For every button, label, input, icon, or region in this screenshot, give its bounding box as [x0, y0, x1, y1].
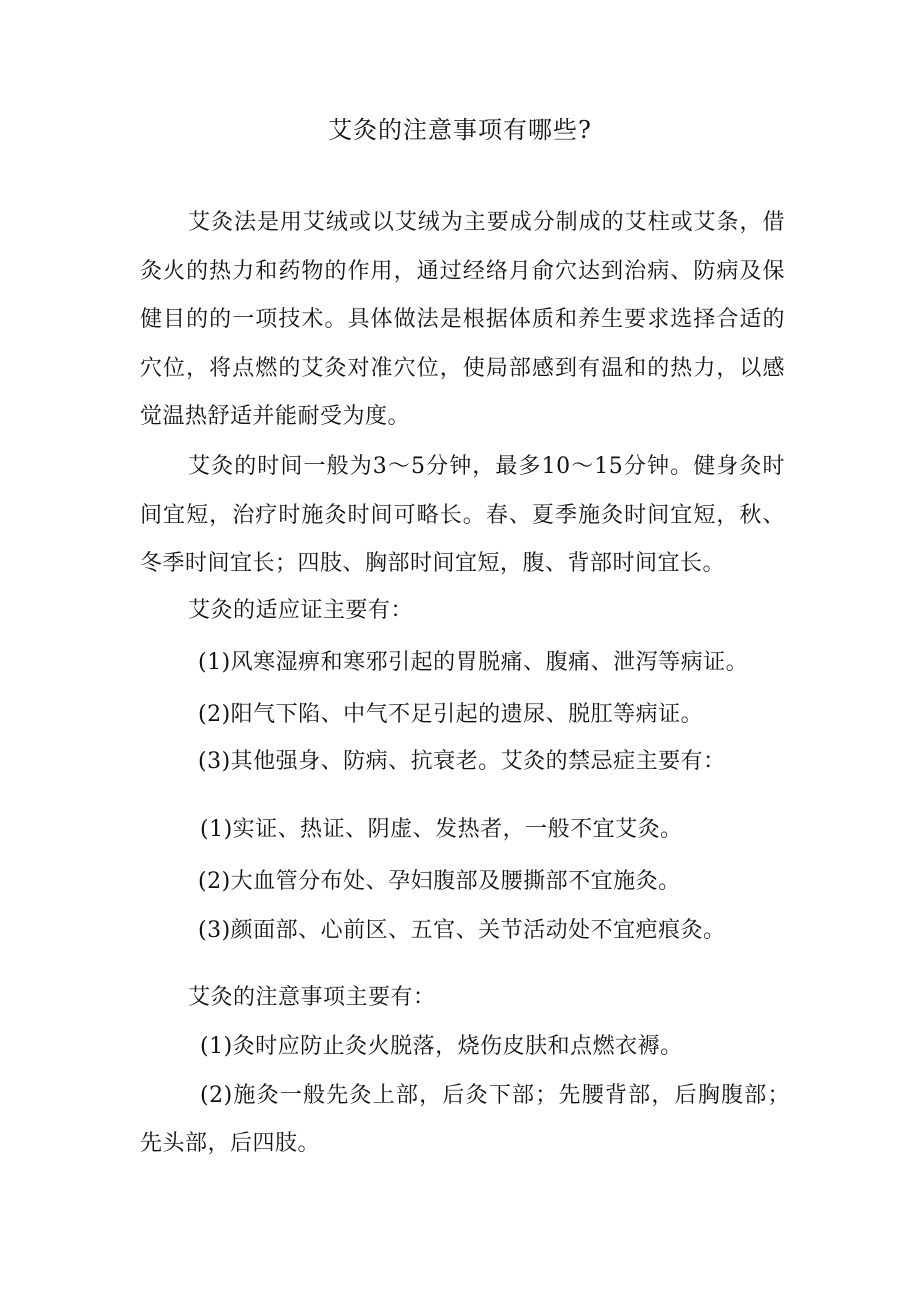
contraindication-item: (2)大血管分布处、孕妇腹部及腰撕部不宜施灸。: [198, 869, 681, 894]
indication-item: (3)其他强身、防病、抗衰老。艾灸的禁忌症主要有：: [198, 749, 726, 774]
precautions-heading: 艾灸的注意事项主要有：: [188, 985, 436, 1010]
document-title: 艾灸的注意事项有哪些?: [328, 116, 592, 144]
paragraph-intro: 艾灸法是用艾绒或以艾绒为主要成分制成的艾柱或艾条，借灸火的热力和药物的作用，通过经络月俞穴达到治病、防病及保健目的的一项技术。具体做法是根据体质和养生要求选择合适的穴位，将点燃的艾灸对准穴位，使局部感到有温和的热力，以感觉温热舒适并能耐受为度。: [140, 210, 785, 429]
indication-item: (2)阳气下陷、中气不足引起的遗尿、脱肛等病证。: [198, 702, 704, 727]
precaution-item: (1)灸时应防止灸火脱落，烧伤皮肤和点燃衣褥。: [200, 1034, 683, 1059]
indication-item: (1)风寒湿痹和寒邪引起的胃脱痛、腹痛、泄泻等病证。: [198, 650, 749, 675]
indications-heading: 艾灸的适应证主要有：: [188, 598, 414, 623]
paragraph-time: 艾灸的时间一般为3～5分钟，最多10～15分钟。健身灸时间宜短，治疗时施灸时间可略长。春、夏季施灸时间宜短，秋、冬季时间宜长；四肢、胸部时间宜短，腹、背部时间宜长。: [140, 454, 785, 576]
precaution-item: (2)施灸一般先灸上部，后灸下部；先腰背部，后胸腹部；先头部，后四肢。: [140, 1083, 790, 1156]
contraindication-item: (3)颜面部、心前区、五官、关节活动处不宜疤痕灸。: [198, 918, 726, 943]
contraindication-item: (1)实证、热证、阴虚、发热者，一般不宜艾灸。: [200, 817, 683, 842]
